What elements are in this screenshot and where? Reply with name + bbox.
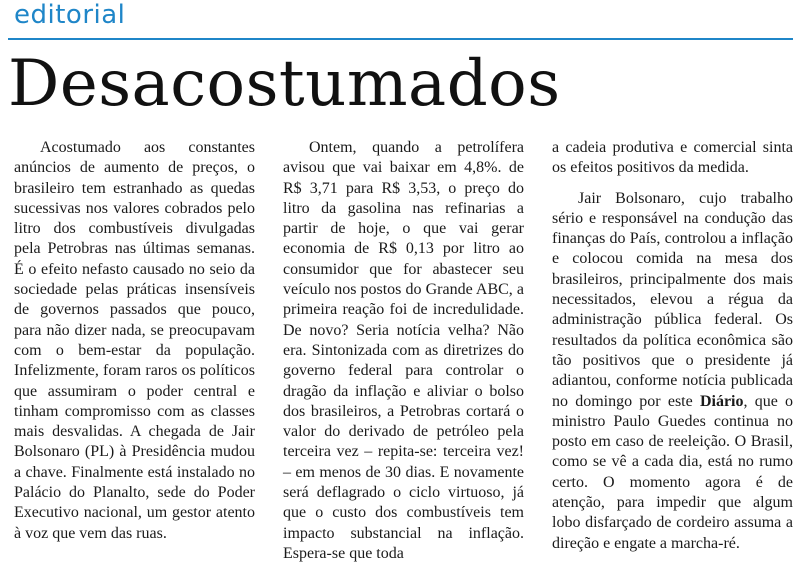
article-column-3 [552,138,794,552]
headline: Desacostumados [8,47,561,121]
article-column-2 [283,138,524,562]
article-column-1 [14,138,255,542]
paragraph-text: Jair Bolsonaro, cujo trabalho sério e responsável na condução das finanças do País, controlou a inflação e colocou comida na mesa dos brasileiros, principalmente dos mais necessitados, elevou a régua da administração pública federal. Os resultados da política econômica são tão positivos que o presidente já adiantou, conforme notícia publicada no domingo por este [552,189,793,410]
paragraph: Acostumado aos constantes anúncios de aumento de preços, o brasileiro tem estranhado as quedas sucessivas nos valores cobrados pelo litro dos combustíveis divulgadas pela Petrobras nas últimas semanas. É o efeito nefasto causado no seio da sociedade pelas práticas insensíveis de governos passados que pouco, para não dizer nada, se preocupavam com o bem-estar da população. Infelizmente, foram raros os políticos que assumiram o poder central e tinham compromisso com as classes mais desvalidas. A chegada de Jair Bolsonaro (PL) à Presidência mudou a chave. Finalmente está instalado no Palácio do Planalto, sede do Poder Executivo nacional, um gestor atento à voz que vem das ruas. [14,139,255,542]
paragraph-text: , que o ministro Paulo Guedes continua no posto em caso de reeleição. O Brasil, como se vê a cada dia, está no rumo certo. O momento agora é de atenção, para impedir que algum lobo disfarçado de cordeiro assuma a direção e engate a marcha-ré. [552,392,794,552]
paragraph-continuation: a cadeia produtiva e comercial sinta os efeitos positivos da medida. [552,139,793,177]
section-label: editorial [14,0,126,30]
paragraph: Ontem, quando a petrolífera avisou que vai baixar em 4,8%. de R$ 3,71 para R$ 3,53, o preço do litro da gasolina nas refinarias a partir de hoje, o que vai gerar economia de R$ 0,13 por litro ao consumidor que for abastecer seu veículo nos postos do Grande ABC, a primeira reação foi de incredulidade. De novo? Seria notícia velha? Não era. Sintonizada com as diretrizes do governo federal para controlar o dragão da inflação e aliviar o bolso dos brasileiros, a Petrobras cortará o valor do derivado de petróleo pela terceira vez – repita-se: terceira vez! – em menos de 30 dias. E novamente será deflagrado o ciclo virtuoso, já que o custo dos combustíveis tem impacto substancial na inflação. Espera-se que toda [283,139,524,562]
paragraph [552,189,793,554]
section-divider [8,38,793,40]
article-body [14,138,794,562]
newspaper-name: Diário [699,392,744,410]
